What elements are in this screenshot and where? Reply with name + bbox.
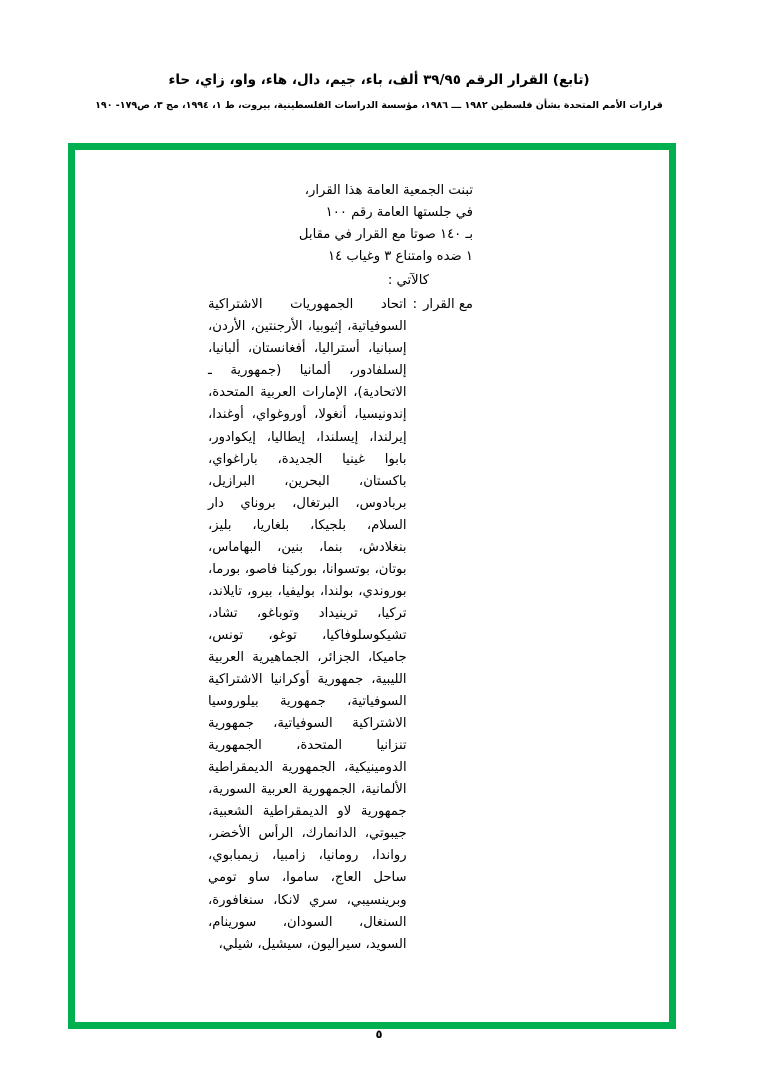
vote-list-block (208, 294, 473, 955)
intro-line-2: في جلستها العامة رقم ١٠٠ (325, 205, 473, 221)
page-number: ٥ (375, 1027, 383, 1041)
document-source-line: قرارات الأمم المتحدة بشأن فلسطين ١٩٨٢ ـــ ١٩٨٦، مؤسسة الدراسات الفلسطينية، بيروت، ط ١، ١٩٩٤، مج ٣، ص١٧٩- ١٩٠ (95, 100, 663, 112)
green-content-frame (68, 143, 676, 1029)
intro-line-1: تبنت الجمعية العامة هذا القرار، (304, 183, 473, 198)
intro-line-4: ١ ضده وامتناع ٣ وغياب ١٤ (328, 249, 473, 265)
page-header (0, 70, 758, 114)
vote-list-colon: : (412, 297, 418, 313)
vote-list-countries: اتحاد الجمهوريات الاشتراكية السوفياتية، إثيوبيا، الأرجنتين، الأردن، إسبانيا، أستراليا، أفغانستان، ألبانيا، إلسلفادور، ألمانيا (جمهورية ـ الاتحادية)، الإمارات العربية المتحدة، إندونيسيا، أنغولا، أوروغواي، أوغندا، إيرلندا، إيسلندا، إيطاليا، إيكوادور، بابوا غينيا الجديدة، باراغواي، باكستان، البحرين، البرازيل، بربادوس، البرتغال، بروناي دار السلام، بلجيكا، بلغاريا، بليز، بنغلادش، بنما، بنين، البهاماس، بوتان، بوتسوانا، بوركينا فاصو، بورما، بوروندي، بولندا، بوليفيا، بيرو، تايلاند، تركيا، ترينيداد وتوباغو، تشاد، تشيكوسلوفاكيا، توغو، تونس، جاميكا، الجزائر، الجماهيرية العربية الليبية، جمهورية أوكرانيا الاشتراكية السوفياتية، جمهورية بيلوروسيا الاشتراكية السوفياتية، جمهورية تنزانيا المتحدة، الجمهورية الدومينيكية، الجمهورية الديمقراطية الألمانية، الجمهورية العربية السورية، جمهورية لاو الديمقراطية الشعبية، جيبوتي، الدانمارك، الرأس الأخضر، رواندا، رومانيا، زامبيا، زيمبابوي، ساحل العاج، ساموا، ساو تومي وبرينسيبي، سري لانكا، سنغافورة، السنغال، السودان، سورينام، السويد، سيراليون، سيشيل، شيلي، (208, 297, 407, 952)
intro-line-3: بـ ١٤٠ صوتا مع القرار في مقابل (298, 227, 473, 243)
document-body (208, 180, 473, 956)
kalati-label: كالآتي : (387, 273, 429, 289)
document-title: (تابع) القرار الرقم ٣٩/٩٥ ألف، باء، جيم، دال، هاء، واو، زاي، حاء (168, 72, 590, 88)
vote-list-label: مع القرار (423, 297, 473, 313)
intro-paragraph (208, 180, 473, 268)
